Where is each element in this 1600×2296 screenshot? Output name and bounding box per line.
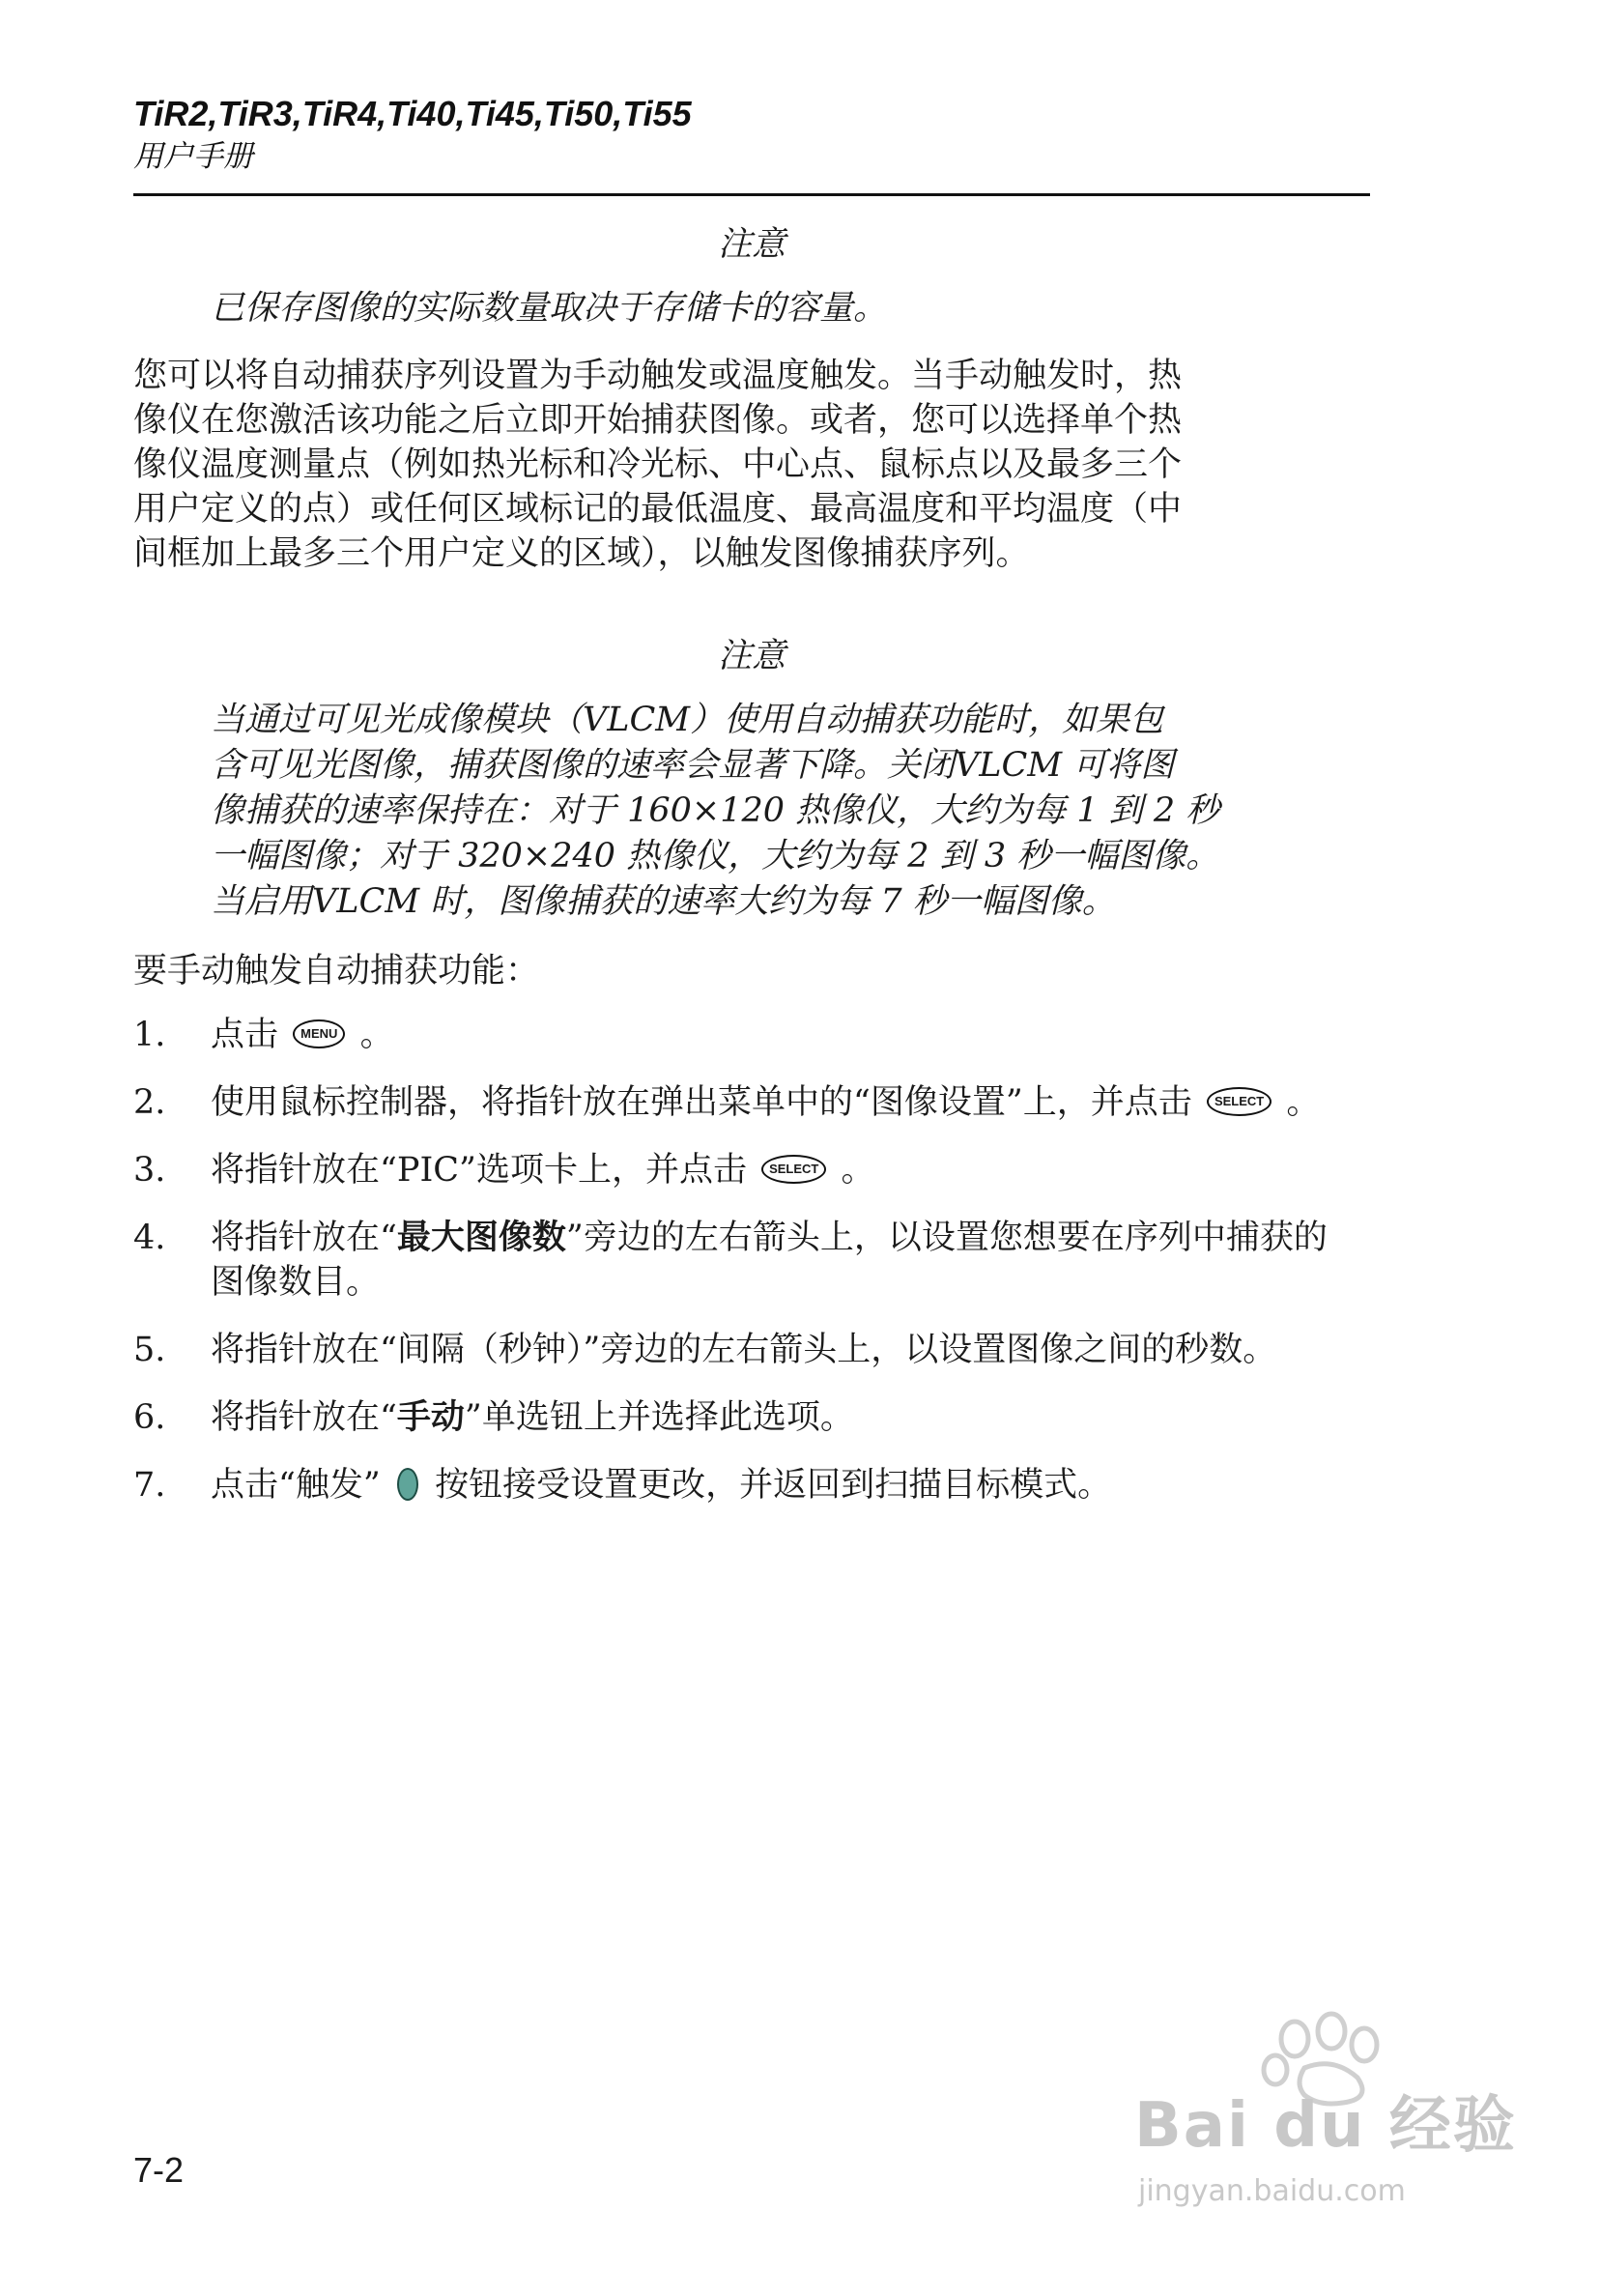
step-number: 1. xyxy=(133,1016,166,1054)
step-number: 7. xyxy=(133,1466,166,1505)
steps-intro: 要手动触发自动捕获功能： xyxy=(133,952,540,990)
watermark-brand: Bai du 经验 xyxy=(1134,2090,1517,2162)
step-text: 将指针放在“ xyxy=(211,1398,397,1437)
step-7 xyxy=(133,1463,1331,1507)
step-text: 。 xyxy=(1286,1083,1321,1122)
step-number: 4. xyxy=(133,1219,166,1257)
baidu-watermark xyxy=(1111,2010,1517,2261)
note-heading-2: 注意 xyxy=(717,637,786,675)
step-number: 2. xyxy=(133,1083,166,1122)
step-6 xyxy=(133,1395,1331,1440)
note-line: 含可见光图像，捕获图像的速率会显著下降。关闭VLCM 可将图 xyxy=(211,746,1175,785)
select-button-icon: SELECT xyxy=(1207,1087,1271,1116)
steps-list xyxy=(133,1013,1331,1531)
paragraph-line: 间框加上最多三个用户定义的区域），以触发图像捕获序列。 xyxy=(133,534,1030,573)
step-bold-term: 最大图像数 xyxy=(396,1219,566,1257)
step-text: 使用鼠标控制器，将指针放在弹出菜单中的“图像设置”上，并点击 xyxy=(211,1083,1192,1122)
step-number: 3. xyxy=(133,1151,166,1190)
step-text: 将指针放在“间隔（秒钟）”旁边的左右箭头上，以设置图像之间的秒数。 xyxy=(211,1331,1277,1369)
step-text: 。 xyxy=(359,1016,394,1054)
step-text: 将指针放在“ xyxy=(211,1219,397,1257)
paragraph-line: 像仪温度测量点（例如热光标和冷光标、中心点、鼠标点以及最多三个 xyxy=(133,445,1183,484)
page-number: 7-2 xyxy=(133,2150,185,2190)
menu-button-icon: MENU xyxy=(293,1019,345,1048)
step-5 xyxy=(133,1328,1331,1372)
trigger-button-icon xyxy=(397,1468,418,1501)
step-text: ”单选钮上并选择此选项。 xyxy=(464,1398,854,1437)
step-text: 点击 xyxy=(211,1016,279,1054)
note-text-2 xyxy=(211,698,1322,925)
note-line: 当启用VLCM 时，图像捕获的速率大约为每 7 秒一幅图像。 xyxy=(211,882,1116,921)
note-heading-1: 注意 xyxy=(717,225,786,264)
note-line: 当通过可见光成像模块（VLCM）使用自动捕获功能时，如果包 xyxy=(211,701,1164,739)
paragraph-line: 您可以将自动捕获序列设置为手动触发或温度触发。当手动触发时，热 xyxy=(133,357,1183,395)
step-2 xyxy=(133,1080,1331,1125)
step-text: 点击“触发” xyxy=(211,1466,381,1505)
header-rule xyxy=(133,193,1370,196)
step-text: 将指针放在“PIC”选项卡上，并点击 xyxy=(211,1151,747,1190)
step-3 xyxy=(133,1148,1331,1192)
step-text: ”旁边的左右箭头上，以设置您想要在序列中捕获的图像数目。 xyxy=(211,1219,1328,1302)
page-header xyxy=(133,93,1370,178)
watermark-url: jingyan.baidu.com xyxy=(1138,2174,1406,2208)
step-number: 6. xyxy=(133,1398,166,1437)
paragraph-line: 像仪在您激活该功能之后立即开始捕获图像。或者，您可以选择单个热 xyxy=(133,401,1183,440)
step-number: 5. xyxy=(133,1331,166,1369)
step-4 xyxy=(133,1216,1331,1305)
step-1 xyxy=(133,1013,1331,1057)
step-text: 。 xyxy=(841,1151,875,1190)
paragraph-trigger-modes xyxy=(133,354,1331,576)
note-text-1: 已保存图像的实际数量取决于存储卡的容量。 xyxy=(211,289,888,328)
note-line: 一幅图像；对于 320×240 热像仪，大约为每 2 到 3 秒一幅图像。 xyxy=(211,837,1220,875)
step-text: 按钮接受设置更改，并返回到扫描目标模式。 xyxy=(435,1466,1112,1505)
select-button-icon: SELECT xyxy=(761,1155,826,1184)
manual-subtitle: 用户手册 xyxy=(133,139,253,174)
manual-models: TiR2,TiR3,TiR4,Ti40,Ti45,Ti50,Ti55 xyxy=(133,94,692,133)
note-line: 像捕获的速率保持在：对于 160×120 热像仪，大约为每 1 到 2 秒 xyxy=(211,791,1220,830)
step-bold-term: 手动 xyxy=(396,1398,465,1437)
paragraph-line: 用户定义的点）或任何区域标记的最低温度、最高温度和平均温度（中 xyxy=(133,490,1183,529)
